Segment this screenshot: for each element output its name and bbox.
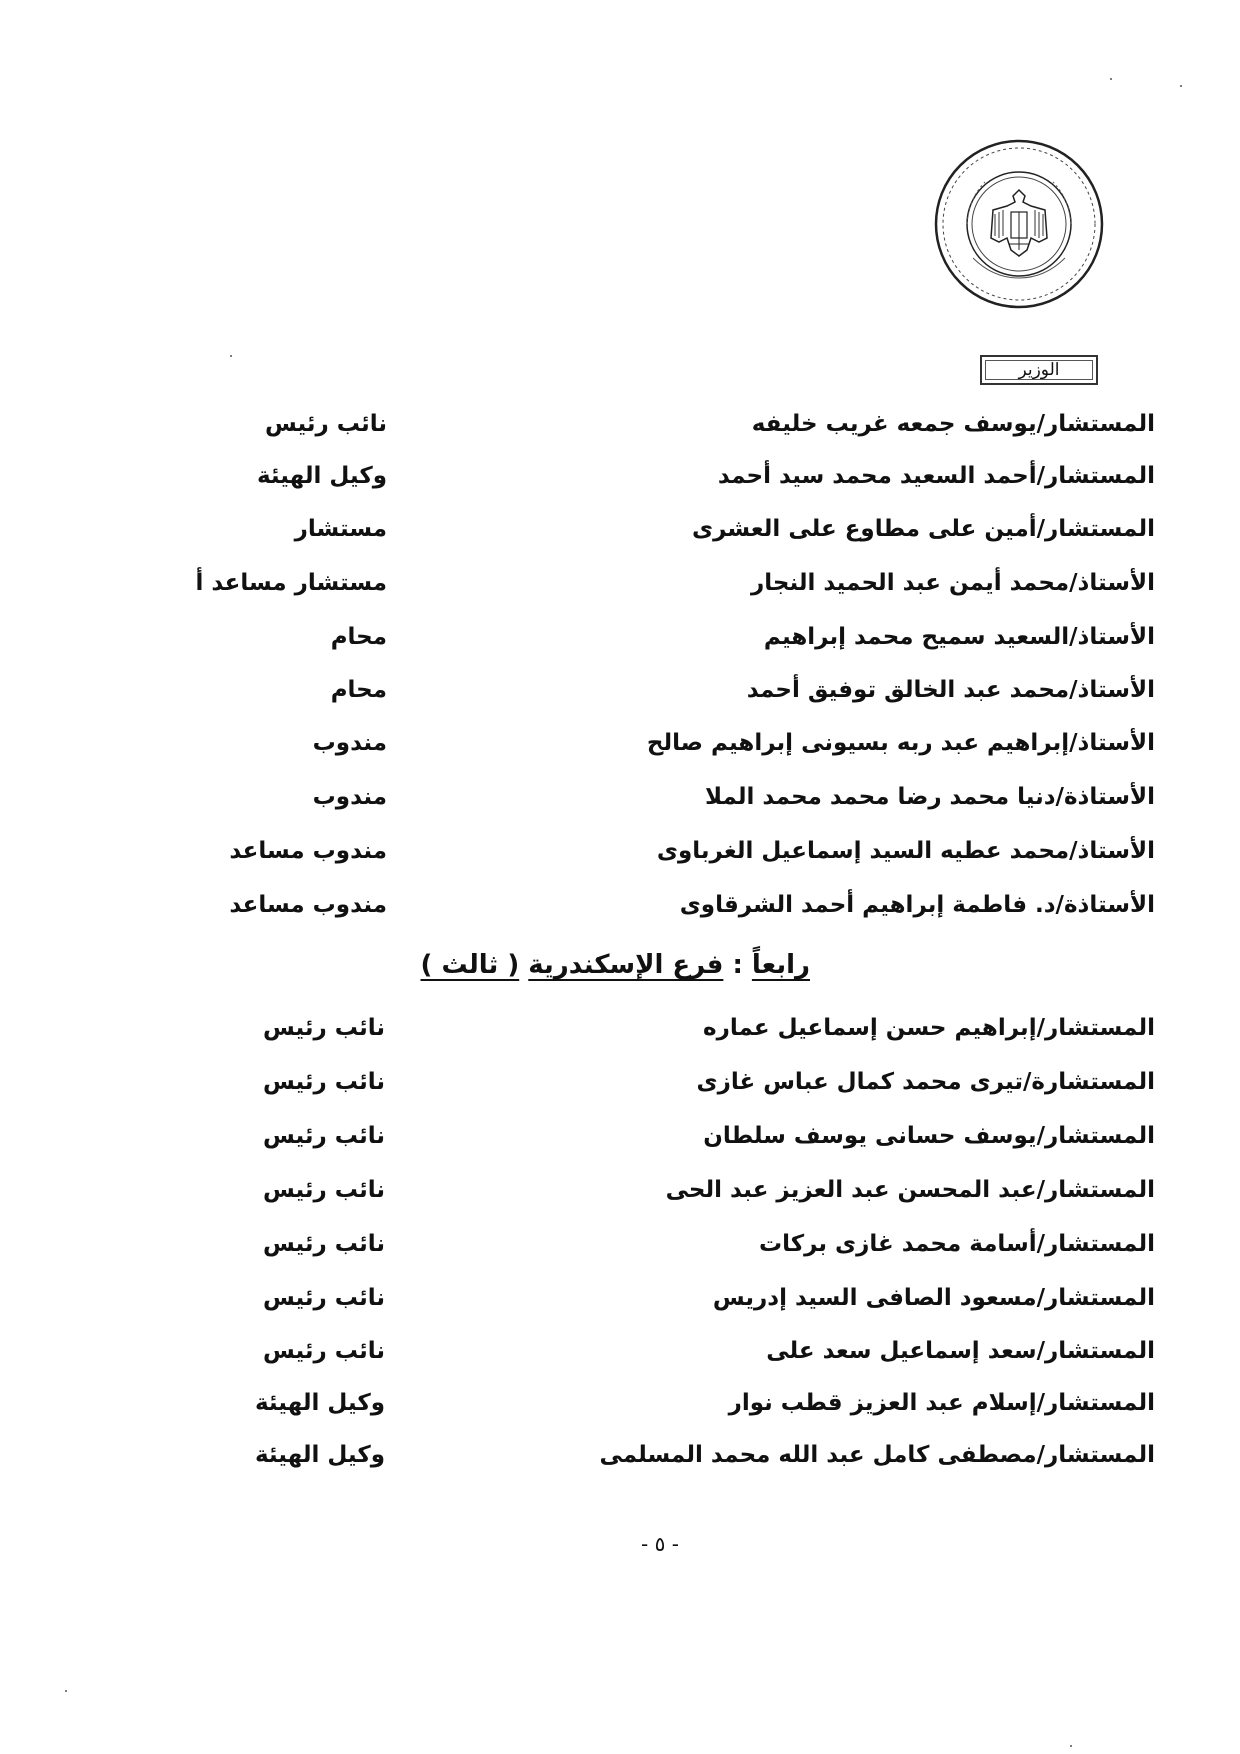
person-name: الأستاذ/محمد عبد الخالق توفيق أحمد: [746, 677, 1155, 703]
list-item: [200, 1432, 1155, 1478]
list-item: [200, 1167, 1155, 1213]
heading-branch: فرع الإسكندرية: [528, 950, 724, 980]
person-title: مندوب مساعد: [229, 892, 387, 918]
section-heading: [420, 940, 810, 990]
person-title: محام: [330, 677, 387, 703]
person-title: نائب رئيس: [262, 1177, 385, 1203]
person-title: نائب رئيس: [262, 1285, 385, 1311]
heading-qualifier: ( ثالث ): [420, 950, 520, 980]
scan-speck: [230, 355, 232, 357]
person-name: الأستاذة/د. فاطمة إبراهيم أحمد الشرقاوى: [679, 892, 1155, 918]
scan-speck: [1110, 78, 1112, 80]
page-number: - ٥ -: [641, 1532, 679, 1556]
list-item: [195, 560, 1155, 606]
person-title: نائب رئيس: [262, 1338, 385, 1364]
person-name: المستشار/يوسف حسانى يوسف سلطان: [703, 1123, 1155, 1149]
person-name: المستشارة/تيرى محمد كمال عباس غازى: [696, 1069, 1155, 1095]
person-title: نائب رئيس: [262, 1069, 385, 1095]
scan-speck: [65, 1690, 67, 1692]
person-title: وكيل الهيئة: [256, 463, 387, 489]
list-item: [200, 1059, 1155, 1105]
list-item: [200, 882, 1155, 928]
person-name: المستشار/عبد المحسن عبد العزيز عبد الحى: [665, 1177, 1155, 1203]
list-item: [200, 453, 1155, 499]
person-title: نائب رئيس: [264, 411, 387, 437]
person-name: المستشار/سعد إسماعيل سعد على: [766, 1338, 1155, 1364]
person-name: المستشار/أمين على مطاوع على العشرى: [692, 516, 1155, 542]
person-title: وكيل الهيئة: [254, 1442, 385, 1468]
eagle-seal-icon: [933, 138, 1105, 310]
person-name: الأستاذ/السعيد سميح محمد إبراهيم: [763, 624, 1155, 650]
list-item: [200, 1380, 1155, 1426]
scan-speck: [1070, 1745, 1072, 1747]
list-item: [200, 506, 1155, 552]
list-item: [200, 1113, 1155, 1159]
person-title: وكيل الهيئة: [254, 1390, 385, 1416]
list-item: [200, 828, 1155, 874]
list-item: [200, 614, 1155, 660]
list-item: [200, 1328, 1155, 1374]
person-title: مندوب مساعد: [229, 838, 387, 864]
person-name: المستشار/مسعود الصافى السيد إدريس: [712, 1285, 1155, 1311]
person-name: المستشار/إبراهيم حسن إسماعيل عماره: [703, 1015, 1155, 1041]
person-title: مستشار: [294, 516, 387, 542]
list-item: [200, 401, 1155, 447]
person-name: الأستاذ/إبراهيم عبد ربه بسيونى إبراهيم صالح: [646, 730, 1155, 756]
heading-ordinal: رابعاً: [751, 950, 810, 980]
list-item: [200, 720, 1155, 766]
person-name: المستشار/يوسف جمعه غريب خليفه: [751, 411, 1155, 437]
list-item: [200, 1275, 1155, 1321]
seal-label: الوزير: [980, 355, 1098, 385]
scan-speck: [1180, 85, 1182, 87]
person-title: نائب رئيس: [262, 1015, 385, 1041]
list-item: [200, 774, 1155, 820]
person-name: الأستاذة/دنيا محمد رضا محمد محمد الملا: [704, 784, 1155, 810]
person-name: المستشار/أحمد السعيد محمد سيد أحمد: [717, 463, 1155, 489]
person-title: مندوب: [312, 730, 387, 756]
person-name: المستشار/مصطفى كامل عبد الله محمد المسلمى: [599, 1442, 1155, 1468]
person-title: مستشار مساعد أ: [195, 570, 387, 596]
person-name: المستشار/أسامة محمد غازى بركات: [758, 1231, 1155, 1257]
person-title: نائب رئيس: [262, 1123, 385, 1149]
person-name: الأستاذ/محمد عطيه السيد إسماعيل الغرباوى: [656, 838, 1155, 864]
person-title: نائب رئيس: [262, 1231, 385, 1257]
person-name: الأستاذ/محمد أيمن عبد الحميد النجار: [751, 570, 1155, 596]
person-title: محام: [330, 624, 387, 650]
person-title: مندوب: [312, 784, 387, 810]
list-item: [200, 667, 1155, 713]
person-name: المستشار/إسلام عبد العزيز قطب نوار: [728, 1390, 1155, 1416]
list-item: [200, 1221, 1155, 1267]
list-item: [200, 1005, 1155, 1051]
heading-separator: :: [732, 950, 743, 980]
